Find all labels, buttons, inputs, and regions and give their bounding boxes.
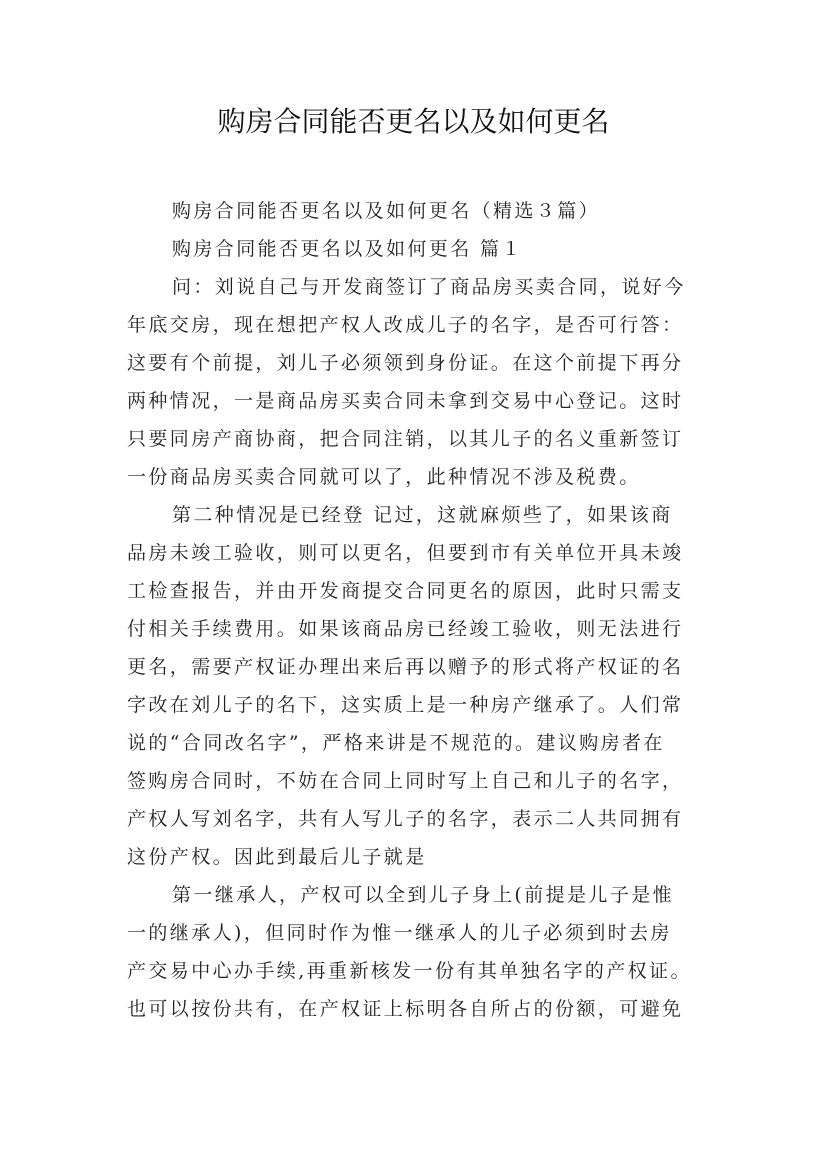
document-body (127, 192, 717, 1028)
paragraph-line: 第二种情况是已经登 记过，这就麻烦些了，如果该商 (172, 504, 673, 526)
paragraph-line: 年底交房，现在想把产权人改成儿子的名字，是否可行答： (127, 314, 684, 336)
paragraph-line: 购房合同能否更名以及如何更名 篇１ (172, 238, 523, 260)
paragraph-line: 两种情况，一是商品房买卖合同未拿到交易中心登记。这时 (127, 390, 684, 412)
paragraph-line: 一份商品房买卖合同就可以了，此种情况不涉及税费。 (127, 466, 641, 488)
paragraph-line: 签购房合同时，不妨在合同上同时写上自己和儿子的名字， (127, 770, 684, 792)
paragraph-line: 这要有个前提，刘儿子必须领到身份证。在这个前提下再分 (127, 352, 684, 374)
paragraph-line: 工检查报告，并由开发商提交合同更名的原因，此时只需支 (127, 580, 684, 602)
paragraph-section-heading (127, 230, 717, 268)
paragraph-line: 一的继承人)，但同时作为惟一继承人的儿子必须到时去房 (127, 922, 672, 944)
paragraph-line: 第一继承人，产权可以全到儿子身上(前提是儿子是惟 (172, 884, 675, 906)
paragraph-heir (127, 876, 717, 1028)
paragraph-subtitle (127, 192, 717, 230)
paragraph-line: 品房未竣工验收，则可以更名，但要到市有关单位开具未竣 (127, 542, 684, 564)
paragraph-line: 这份产权。因此到最后儿子就是 (127, 846, 427, 868)
paragraph-line: 产权人写刘名字，共有人写儿子的名字，表示二人共同拥有 (127, 808, 684, 830)
paragraph-line: 更名，需要产权证办理出来后再以赠予的形式将产权证的名 (127, 656, 684, 678)
paragraph-line: 付相关手续费用。如果该商品房已经竣工验收，则无法进行 (127, 618, 684, 640)
paragraph-line: 产交易中心办手续,再重新核发一份有其单独名字的产权证。 (127, 960, 692, 982)
paragraph-line: 购房合同能否更名以及如何更名（精选３篇） (172, 200, 601, 222)
paragraph-line: 字改在刘儿子的名下，这实质上是一种房产继承了。人们常 (127, 694, 684, 716)
document-title: 购房合同能否更名以及如何更名 (217, 105, 610, 138)
paragraph-second-case (127, 496, 717, 876)
paragraph-line: 也可以按份共有，在产权证上标明各自所占的份额，可避免 (127, 998, 684, 1020)
paragraph-line: 只要同房产商协商，把合同注销，以其儿子的名义重新签订 (127, 428, 684, 450)
paragraph-line: 问：刘说自己与开发商签订了商品房买卖合同，说好今 (172, 276, 686, 298)
paragraph-line: 说的“合同改名字”，严格来讲是不规范的。建议购房者在 (127, 732, 665, 754)
paragraph-question (127, 268, 717, 496)
